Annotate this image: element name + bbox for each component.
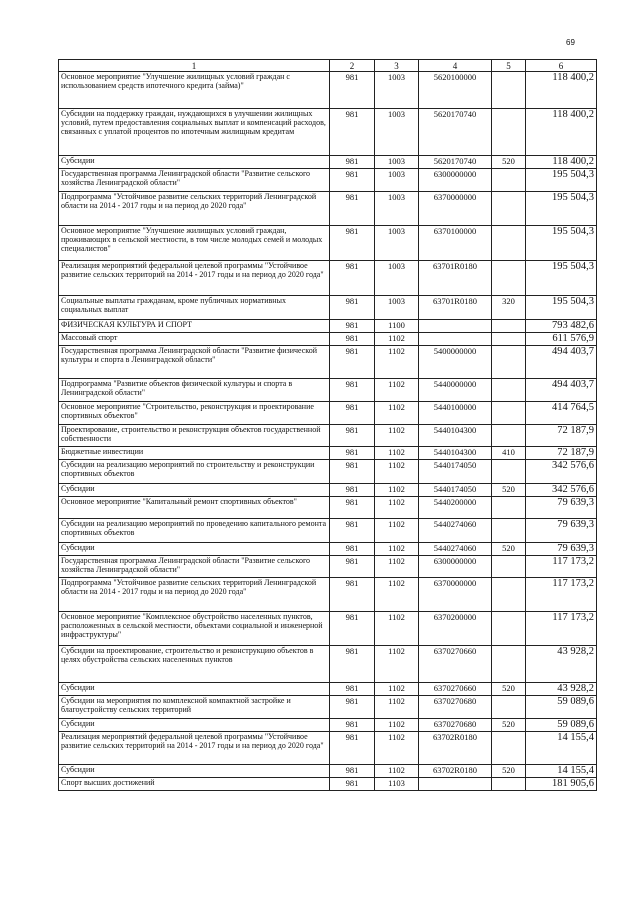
target-code: 63702R0180 xyxy=(419,732,492,765)
expense-type-code xyxy=(492,72,526,109)
admin-code: 981 xyxy=(330,683,375,696)
target-code: 6370100000 xyxy=(419,226,492,261)
expense-type-code: 320 xyxy=(492,296,526,320)
admin-code: 981 xyxy=(330,425,375,447)
target-code: 5620170740 xyxy=(419,109,492,156)
target-code: 6370000000 xyxy=(419,578,492,612)
expense-type-code xyxy=(492,696,526,719)
expense-type-code xyxy=(492,333,526,346)
row-name: Субсидии xyxy=(59,683,330,696)
table-row xyxy=(59,543,597,556)
table-row xyxy=(59,696,597,719)
section-code: 1102 xyxy=(375,519,419,543)
row-name: ФИЗИЧЕСКАЯ КУЛЬТУРА И СПОРТ xyxy=(59,320,330,333)
section-code: 1003 xyxy=(375,156,419,169)
expense-type-code xyxy=(492,778,526,791)
expense-type-code: 520 xyxy=(492,683,526,696)
amount: 118 400,2 xyxy=(526,156,597,169)
amount: 342 576,6 xyxy=(526,460,597,484)
row-name: Реализация мероприятий федеральной целевой программы "Устойчивое развитие сельских территорий на 2014 - 2017 годы и на период до 2020 года" xyxy=(59,732,330,765)
table-row xyxy=(59,497,597,519)
target-code: 6300000000 xyxy=(419,556,492,578)
row-name: Субсидии xyxy=(59,543,330,556)
expense-type-code xyxy=(492,425,526,447)
target-code: 5400000000 xyxy=(419,346,492,379)
section-code: 1102 xyxy=(375,447,419,460)
expense-type-code xyxy=(492,460,526,484)
table-row xyxy=(59,484,597,497)
row-name: Проектирование, строительство и реконструкция объектов государственной собственности xyxy=(59,425,330,447)
section-code: 1003 xyxy=(375,72,419,109)
table-row xyxy=(59,460,597,484)
amount: 43 928,2 xyxy=(526,683,597,696)
admin-code: 981 xyxy=(330,226,375,261)
row-name: Подпрограмма "Развитие объектов физической культуры и спорта в Ленинградской области" xyxy=(59,379,330,402)
expense-type-code xyxy=(492,192,526,226)
table-row xyxy=(59,578,597,612)
admin-code: 981 xyxy=(330,447,375,460)
admin-code: 981 xyxy=(330,296,375,320)
amount: 117 173,2 xyxy=(526,578,597,612)
expense-type-code: 520 xyxy=(492,484,526,497)
row-name: Бюджетные инвестиции xyxy=(59,447,330,460)
section-code: 1003 xyxy=(375,192,419,226)
target-code: 63701R0180 xyxy=(419,261,492,296)
admin-code: 981 xyxy=(330,719,375,732)
section-code: 1102 xyxy=(375,484,419,497)
amount: 342 576,6 xyxy=(526,484,597,497)
row-name: Субсидии на мероприятия по комплексной компактной застройке и благоустройству сельских территорий xyxy=(59,696,330,719)
section-code: 1003 xyxy=(375,296,419,320)
section-code: 1102 xyxy=(375,696,419,719)
admin-code: 981 xyxy=(330,460,375,484)
target-code: 63701R0180 xyxy=(419,296,492,320)
section-code: 1102 xyxy=(375,719,419,732)
expense-type-code xyxy=(492,556,526,578)
row-name: Основное мероприятие "Капитальный ремонт спортивных объектов" xyxy=(59,497,330,519)
section-code: 1102 xyxy=(375,765,419,778)
admin-code: 981 xyxy=(330,261,375,296)
target-code: 5440104300 xyxy=(419,425,492,447)
section-code: 1003 xyxy=(375,226,419,261)
row-name: Массовый спорт xyxy=(59,333,330,346)
amount: 118 400,2 xyxy=(526,109,597,156)
amount: 59 089,6 xyxy=(526,696,597,719)
amount: 72 187,9 xyxy=(526,425,597,447)
table-row xyxy=(59,296,597,320)
row-name: Субсидии xyxy=(59,765,330,778)
admin-code: 981 xyxy=(330,612,375,646)
table-row xyxy=(59,320,597,333)
row-name: Субсидии xyxy=(59,484,330,497)
table-row xyxy=(59,778,597,791)
table-row xyxy=(59,192,597,226)
target-code: 6370270680 xyxy=(419,696,492,719)
header-cell: 6 xyxy=(526,60,597,72)
target-code xyxy=(419,333,492,346)
row-name: Подпрограмма "Устойчивое развитие сельских территорий Ленинградской области на 2014 - 2017 годы и на период до 2020 года" xyxy=(59,578,330,612)
section-code: 1003 xyxy=(375,261,419,296)
budget-table xyxy=(58,59,597,791)
expense-type-code: 520 xyxy=(492,765,526,778)
expense-type-code xyxy=(492,646,526,683)
target-code: 5620170740 xyxy=(419,156,492,169)
expense-type-code xyxy=(492,402,526,425)
target-code: 5440274060 xyxy=(419,519,492,543)
admin-code: 981 xyxy=(330,320,375,333)
admin-code: 981 xyxy=(330,156,375,169)
table-row xyxy=(59,646,597,683)
expense-type-code xyxy=(492,261,526,296)
table-row xyxy=(59,447,597,460)
target-code xyxy=(419,320,492,333)
section-code: 1102 xyxy=(375,578,419,612)
admin-code: 981 xyxy=(330,333,375,346)
header-cell: 3 xyxy=(375,60,419,72)
row-name: Государственная программа Ленинградской области "Развитие сельского хозяйства Ленинградской области" xyxy=(59,556,330,578)
section-code: 1102 xyxy=(375,646,419,683)
section-code: 1102 xyxy=(375,460,419,484)
target-code: 6370200000 xyxy=(419,612,492,646)
target-code: 5440200000 xyxy=(419,497,492,519)
expense-type-code xyxy=(492,346,526,379)
row-name: Субсидии на реализацию мероприятий по проведению капитального ремонта спортивных объектов xyxy=(59,519,330,543)
table-row xyxy=(59,425,597,447)
expense-type-code xyxy=(492,109,526,156)
table-row xyxy=(59,612,597,646)
amount: 611 576,9 xyxy=(526,333,597,346)
section-code: 1003 xyxy=(375,109,419,156)
amount: 14 155,4 xyxy=(526,732,597,765)
amount: 59 089,6 xyxy=(526,719,597,732)
table-row xyxy=(59,261,597,296)
admin-code: 981 xyxy=(330,169,375,192)
admin-code: 981 xyxy=(330,646,375,683)
section-code: 1102 xyxy=(375,612,419,646)
amount: 414 764,5 xyxy=(526,402,597,425)
amount: 43 928,2 xyxy=(526,646,597,683)
table-row xyxy=(59,109,597,156)
header-cell: 1 xyxy=(59,60,330,72)
target-code xyxy=(419,778,492,791)
amount: 79 639,3 xyxy=(526,543,597,556)
admin-code: 981 xyxy=(330,732,375,765)
row-name: Государственная программа Ленинградской области "Развитие сельского хозяйства Ленинградской области" xyxy=(59,169,330,192)
admin-code: 981 xyxy=(330,346,375,379)
row-name: Субсидии на поддержку граждан, нуждающихся в улучшении жилищных условий, путем предоставления социальных выплат и компенсаций расходов, связанных с уплатой процентов по ипотечным жилищным кредитам xyxy=(59,109,330,156)
target-code: 5620100000 xyxy=(419,72,492,109)
target-code: 6300000000 xyxy=(419,169,492,192)
admin-code: 981 xyxy=(330,765,375,778)
table-row xyxy=(59,346,597,379)
section-code: 1102 xyxy=(375,333,419,346)
expense-type-code xyxy=(492,612,526,646)
section-code: 1102 xyxy=(375,379,419,402)
admin-code: 981 xyxy=(330,379,375,402)
target-code: 5440104300 xyxy=(419,447,492,460)
section-code: 1100 xyxy=(375,320,419,333)
amount: 195 504,3 xyxy=(526,192,597,226)
admin-code: 981 xyxy=(330,543,375,556)
expense-type-code xyxy=(492,320,526,333)
admin-code: 981 xyxy=(330,402,375,425)
header-cell: 2 xyxy=(330,60,375,72)
table-row xyxy=(59,719,597,732)
admin-code: 981 xyxy=(330,519,375,543)
expense-type-code: 410 xyxy=(492,447,526,460)
table-row xyxy=(59,402,597,425)
expense-type-code xyxy=(492,497,526,519)
table-row xyxy=(59,169,597,192)
table-row xyxy=(59,333,597,346)
admin-code: 981 xyxy=(330,778,375,791)
amount: 14 155,4 xyxy=(526,765,597,778)
target-code: 6370270660 xyxy=(419,683,492,696)
target-code: 63702R0180 xyxy=(419,765,492,778)
table-row xyxy=(59,683,597,696)
expense-type-code xyxy=(492,379,526,402)
admin-code: 981 xyxy=(330,696,375,719)
amount: 79 639,3 xyxy=(526,497,597,519)
expense-type-code xyxy=(492,578,526,612)
target-code: 6370270660 xyxy=(419,646,492,683)
row-name: Реализация мероприятий федеральной целевой программы "Устойчивое развитие сельских территорий на 2014 - 2017 годы и на период до 2020 года" xyxy=(59,261,330,296)
section-code: 1102 xyxy=(375,683,419,696)
expense-type-code xyxy=(492,226,526,261)
section-code: 1102 xyxy=(375,556,419,578)
expense-type-code xyxy=(492,169,526,192)
row-name: Субсидии xyxy=(59,156,330,169)
amount: 494 403,7 xyxy=(526,379,597,402)
target-code: 5440100000 xyxy=(419,402,492,425)
row-name: Субсидии на проектирование, строительство и реконструкцию объектов в целях обустройства сельских населенных пунктов xyxy=(59,646,330,683)
amount: 195 504,3 xyxy=(526,169,597,192)
amount: 195 504,3 xyxy=(526,261,597,296)
row-name: Социальные выплаты гражданам, кроме публичных нормативных социальных выплат xyxy=(59,296,330,320)
target-code: 6370000000 xyxy=(419,192,492,226)
table-row xyxy=(59,226,597,261)
section-code: 1103 xyxy=(375,778,419,791)
amount: 117 173,2 xyxy=(526,556,597,578)
table-row xyxy=(59,765,597,778)
amount: 181 905,6 xyxy=(526,778,597,791)
table-row xyxy=(59,556,597,578)
admin-code: 981 xyxy=(330,484,375,497)
section-code: 1102 xyxy=(375,425,419,447)
admin-code: 981 xyxy=(330,578,375,612)
amount: 117 173,2 xyxy=(526,612,597,646)
section-code: 1003 xyxy=(375,169,419,192)
target-code: 5440174050 xyxy=(419,460,492,484)
admin-code: 981 xyxy=(330,497,375,519)
amount: 494 403,7 xyxy=(526,346,597,379)
expense-type-code: 520 xyxy=(492,719,526,732)
section-code: 1102 xyxy=(375,732,419,765)
amount: 195 504,3 xyxy=(526,296,597,320)
section-code: 1102 xyxy=(375,543,419,556)
amount: 118 400,2 xyxy=(526,72,597,109)
amount: 79 639,3 xyxy=(526,519,597,543)
admin-code: 981 xyxy=(330,192,375,226)
amount: 793 482,6 xyxy=(526,320,597,333)
row-name: Спорт высших достижений xyxy=(59,778,330,791)
row-name: Субсидии на реализацию мероприятий по строительству и реконструкции спортивных объектов xyxy=(59,460,330,484)
header-cell: 4 xyxy=(419,60,492,72)
target-code: 6370270680 xyxy=(419,719,492,732)
target-code: 5440274060 xyxy=(419,543,492,556)
table-row xyxy=(59,519,597,543)
amount: 195 504,3 xyxy=(526,226,597,261)
expense-type-code xyxy=(492,732,526,765)
table-row xyxy=(59,72,597,109)
page-number: 69 xyxy=(566,38,575,47)
row-name: Основное мероприятие "Улучшение жилищных условий граждан с использованием средств ипотечного кредита (займа)" xyxy=(59,72,330,109)
row-name: Подпрограмма "Устойчивое развитие сельских территорий Ленинградской области на 2014 - 2017 годы и на период до 2020 года" xyxy=(59,192,330,226)
admin-code: 981 xyxy=(330,109,375,156)
target-code: 5440000000 xyxy=(419,379,492,402)
section-code: 1102 xyxy=(375,402,419,425)
amount: 72 187,9 xyxy=(526,447,597,460)
row-name: Основное мероприятие "Комплексное обустройство населенных пунктов, расположенных в сельской местности, объектами социальной и инженерной инфраструктуры" xyxy=(59,612,330,646)
row-name: Субсидии xyxy=(59,719,330,732)
header-cell: 5 xyxy=(492,60,526,72)
row-name: Основное мероприятие "Улучшение жилищных условий граждан, проживающих в сельской местности, в том числе молодых семей и молодых специалистов" xyxy=(59,226,330,261)
table-row xyxy=(59,732,597,765)
expense-type-code: 520 xyxy=(492,543,526,556)
admin-code: 981 xyxy=(330,556,375,578)
row-name: Государственная программа Ленинградской области "Развитие физической культуры и спорта в Ленинградской области" xyxy=(59,346,330,379)
expense-type-code: 520 xyxy=(492,156,526,169)
table-row xyxy=(59,379,597,402)
table-row xyxy=(59,156,597,169)
admin-code: 981 xyxy=(330,72,375,109)
section-code: 1102 xyxy=(375,497,419,519)
section-code: 1102 xyxy=(375,346,419,379)
expense-type-code xyxy=(492,519,526,543)
target-code: 5440174050 xyxy=(419,484,492,497)
table-header-row xyxy=(59,60,597,72)
row-name: Основное мероприятие "Строительство, реконструкция и проектирование спортивных объектов" xyxy=(59,402,330,425)
